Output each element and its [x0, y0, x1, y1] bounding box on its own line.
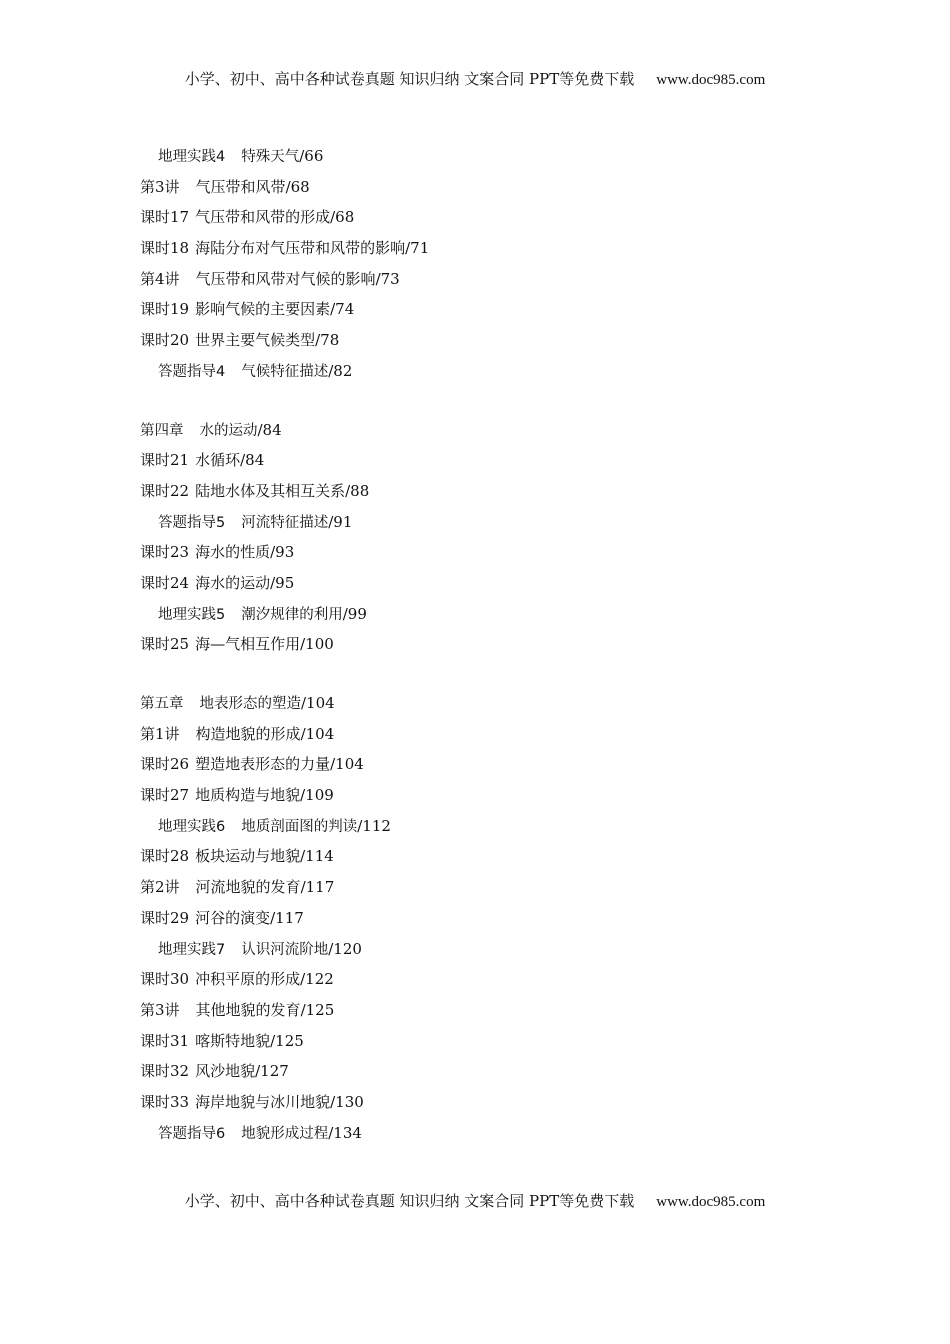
- toc-entry-lesson: [140, 1026, 840, 1057]
- toc-entry-title: 河谷的演变: [195, 908, 271, 927]
- toc-entry-lesson: [140, 780, 840, 811]
- toc-entry-page: /82: [328, 361, 353, 380]
- toc-entry-label: 地理实践4: [158, 149, 226, 165]
- toc-entry-lesson: [140, 325, 840, 356]
- toc-entry-lesson: [140, 1056, 840, 1087]
- toc-entry-page: /74: [330, 300, 355, 319]
- toc-entry-page: /117: [300, 878, 335, 897]
- toc-entry-title: 气压带和风带的形成: [195, 208, 331, 227]
- toc-entry-label: 课时19: [140, 300, 190, 319]
- header-text: 小学、初中、高中各种试卷真题 知识归纳 文案合同 PPT等免费下载: [184, 70, 635, 88]
- toc-entry-lesson: [140, 841, 840, 872]
- toc-entry-practice: [140, 811, 840, 842]
- toc-entry-page: /122: [300, 970, 334, 989]
- toc-entry-page: /130: [330, 1092, 364, 1111]
- toc-entry-lesson: [140, 629, 840, 660]
- toc-entry-practice: [140, 934, 840, 965]
- toc-entry-title: 海陆分布对气压带和风带的影响: [195, 239, 406, 258]
- toc-entry-title: 陆地水体及其相互关系: [195, 481, 346, 500]
- toc-entry-lecture: [140, 995, 840, 1026]
- toc-entry-page: /125: [300, 1000, 335, 1019]
- toc-entry-label: 第1讲: [140, 724, 180, 743]
- toc-entry-title: 塑造地表形态的力量: [195, 755, 331, 774]
- toc-entry-title: 海—气相互作用: [195, 635, 301, 654]
- footer-text: 小学、初中、高中各种试卷真题 知识归纳 文案合同 PPT等免费下载: [184, 1192, 635, 1210]
- toc-entry-guide: [140, 507, 840, 538]
- toc-entry-title: 地质构造与地貌: [195, 786, 301, 805]
- toc-entry-lecture: [140, 264, 840, 295]
- toc-entry-page: /68: [330, 208, 355, 227]
- toc-entry-title: 河流地貌的发育: [195, 878, 301, 897]
- toc-entry-lesson: [140, 1087, 840, 1118]
- page-footer: [0, 1190, 950, 1211]
- toc-entry-title: 特殊天气: [241, 149, 300, 165]
- toc-entry-chapter: [140, 415, 840, 446]
- toc-entry-title: 海水的性质: [195, 543, 271, 562]
- toc-entry-lesson: [140, 568, 840, 599]
- toc-entry-title: 板块运动与地貌: [195, 847, 301, 866]
- toc-entry-label: 课时20: [140, 331, 190, 350]
- toc-entry-lesson: [140, 445, 840, 476]
- toc-entry-lesson: [140, 233, 840, 264]
- toc-entry-label: 课时33: [140, 1092, 190, 1111]
- toc-entry-page: /93: [270, 543, 295, 562]
- toc-entry-lesson: [140, 903, 840, 934]
- header-url: www.doc985.com: [656, 72, 766, 88]
- toc-entry-chapter: [140, 688, 840, 719]
- toc-entry-label: 答题指导5: [158, 514, 226, 531]
- toc-entry-title: 冲积平原的形成: [195, 970, 301, 989]
- toc-entry-label: 答题指导6: [158, 1125, 226, 1142]
- toc-entry-page: /127: [255, 1062, 289, 1081]
- toc-entry-title: 地貌形成过程: [241, 1125, 329, 1142]
- toc-entry-lesson: [140, 294, 840, 325]
- toc-entry-label: 第3讲: [140, 177, 180, 196]
- toc-entry-page: /95: [270, 573, 295, 592]
- toc-entry-label: 课时28: [140, 847, 190, 866]
- toc-entry-title: 风沙地貌: [195, 1062, 256, 1081]
- toc-entry-title: 影响气候的主要因素: [195, 300, 331, 319]
- toc-entry-label: 课时29: [140, 908, 190, 927]
- toc-entry-label: 课时25: [140, 635, 190, 654]
- toc-entry-title: 水的运动: [199, 422, 258, 439]
- toc-entry-page: /104: [300, 724, 335, 743]
- footer-url: www.doc985.com: [656, 1194, 766, 1210]
- toc-entry-title: 潮汐规律的利用: [241, 606, 343, 623]
- toc-entry-lecture: [140, 719, 840, 750]
- toc-entry-title: 海水的运动: [195, 573, 271, 592]
- toc-entry-title: 构造地貌的形成: [195, 724, 301, 743]
- toc-entry-page: /100: [300, 635, 334, 654]
- toc-entry-page: /68: [285, 177, 310, 196]
- toc-entry-page: /114: [300, 847, 334, 866]
- toc-entry-title: 地质剖面图的判读: [241, 818, 358, 835]
- toc-entry-title: 水循环: [195, 451, 241, 470]
- toc-entry-label: 课时23: [140, 543, 190, 562]
- toc-entry-lecture: [140, 872, 840, 903]
- toc-entry-title: 气压带和风带: [195, 177, 286, 196]
- toc-entry-title: 认识河流阶地: [241, 941, 329, 958]
- toc-entry-page: /125: [270, 1031, 304, 1050]
- toc-entry-label: 课时30: [140, 970, 190, 989]
- table-of-contents: [140, 141, 840, 1148]
- toc-entry-label: 地理实践7: [158, 941, 226, 958]
- toc-entry-label: 第3讲: [140, 1000, 180, 1019]
- toc-entry-label: 课时24: [140, 573, 190, 592]
- toc-entry-page: /73: [375, 269, 400, 288]
- toc-entry-page: /104: [301, 694, 335, 712]
- toc-entry-label: 课时26: [140, 755, 190, 774]
- toc-entry-title: 地表形态的塑造: [199, 696, 301, 712]
- toc-entry-label: 地理实践6: [158, 818, 226, 835]
- toc-entry-title: 其他地貌的发育: [195, 1000, 301, 1019]
- toc-entry-page: /84: [240, 451, 265, 470]
- toc-entry-page: /120: [328, 939, 362, 958]
- toc-entry-practice: [140, 599, 840, 630]
- toc-entry-page: /91: [328, 512, 353, 531]
- toc-entry-title: 河流特征描述: [241, 514, 329, 531]
- toc-entry-title: 海岸地貌与冰川地貌: [195, 1092, 331, 1111]
- toc-entry-label: 课时22: [140, 481, 190, 500]
- toc-entry-page: /71: [405, 239, 430, 258]
- toc-entry-label: 课时18: [140, 239, 190, 258]
- toc-entry-practice: [140, 141, 840, 172]
- toc-entry-page: /88: [345, 481, 370, 500]
- toc-entry-title: 气候特征描述: [241, 363, 329, 380]
- toc-entry-page: /104: [330, 755, 364, 774]
- toc-entry-label: 第四章: [140, 422, 184, 439]
- page-header: [0, 68, 950, 89]
- toc-entry-page: /112: [357, 816, 391, 835]
- toc-entry-title: 世界主要气候类型: [195, 331, 316, 350]
- toc-entry-label: 第2讲: [140, 878, 180, 897]
- toc-entry-label: 课时31: [140, 1031, 190, 1050]
- toc-entry-page: /66: [299, 147, 324, 165]
- toc-entry-page: /109: [300, 786, 334, 805]
- toc-entry-page: /99: [342, 604, 367, 623]
- toc-entry-guide: [140, 356, 840, 387]
- toc-entry-page: /117: [270, 908, 304, 927]
- toc-entry-page: /134: [328, 1123, 362, 1142]
- toc-entry-label: 课时17: [140, 208, 190, 227]
- toc-entry-lesson: [140, 749, 840, 780]
- toc-entry-lecture: [140, 172, 840, 203]
- toc-entry-guide: [140, 1118, 840, 1149]
- toc-entry-lesson: [140, 537, 840, 568]
- toc-entry-lesson: [140, 202, 840, 233]
- toc-entry-label: 第4讲: [140, 269, 180, 288]
- toc-entry-lesson: [140, 964, 840, 995]
- toc-entry-title: 喀斯特地貌: [195, 1031, 271, 1050]
- toc-entry-title: 气压带和风带对气候的影响: [195, 269, 376, 288]
- toc-entry-label: 答题指导4: [158, 363, 226, 380]
- toc-entry-label: 课时27: [140, 786, 190, 805]
- toc-entry-page: /78: [315, 331, 340, 350]
- toc-entry-label: 地理实践5: [158, 606, 226, 623]
- toc-entry-label: 课时32: [140, 1062, 190, 1081]
- toc-entry-label: 第五章: [140, 696, 184, 712]
- toc-entry-label: 课时21: [140, 451, 190, 470]
- toc-entry-page: /84: [257, 420, 282, 439]
- toc-entry-lesson: [140, 476, 840, 507]
